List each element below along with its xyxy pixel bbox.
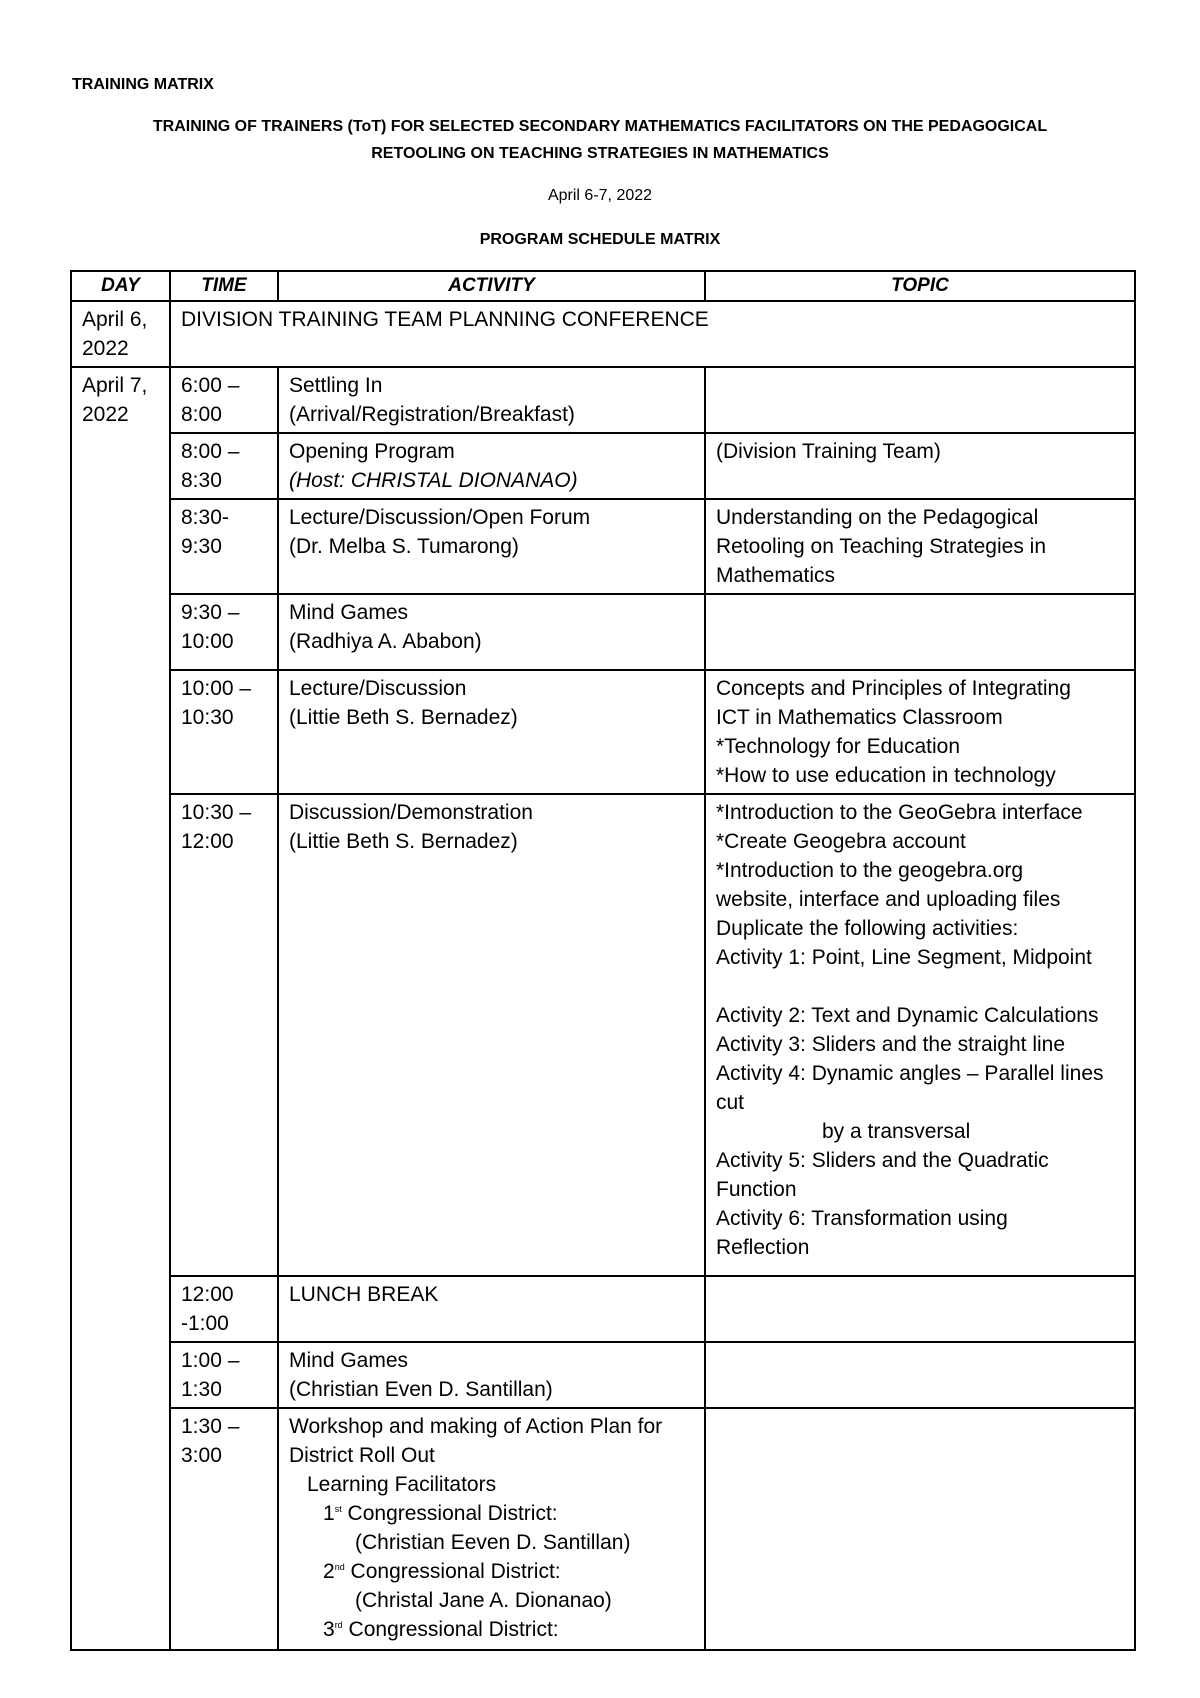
activity-text <box>289 1557 694 1586</box>
topic-text: Activity 3: Sliders and the straight line <box>716 1033 1066 1056</box>
activity-cell <box>278 794 705 1276</box>
district-number: 3 <box>323 1618 335 1641</box>
activity-cell <box>278 433 705 499</box>
table-row <box>71 1342 1135 1408</box>
time-text: 8:30- <box>181 506 229 529</box>
activity-cell <box>278 367 705 433</box>
topic-cell <box>705 1276 1135 1342</box>
schedule-subtitle: PROGRAM SCHEDULE MATRIX <box>479 231 721 248</box>
district-label: Congressional District: <box>347 1502 558 1525</box>
time-cell <box>170 1408 278 1650</box>
topic-cell <box>705 499 1135 594</box>
time-text: 3:00 <box>181 1444 222 1467</box>
activity-text: (Christian Even D. Santillan) <box>289 1378 553 1401</box>
time-text: 10:00 – <box>181 677 252 700</box>
time-text: 10:00 <box>181 630 234 653</box>
table-row <box>71 670 1135 794</box>
topic-text: Function <box>716 1178 797 1201</box>
topic-cell <box>705 433 1135 499</box>
topic-cell <box>705 1342 1135 1408</box>
time-cell <box>170 499 278 594</box>
district-number: 1 <box>323 1502 335 1525</box>
table-row <box>71 433 1135 499</box>
topic-text: Activity 4: Dynamic angles – Parallel lines <box>716 1062 1104 1085</box>
time-cell <box>170 670 278 794</box>
activity-cell <box>278 594 705 670</box>
table-row <box>71 367 1135 433</box>
activity-text: Settling In <box>289 374 383 397</box>
activity-text: Lecture/Discussion <box>289 677 467 700</box>
time-text: 9:30 <box>181 535 222 558</box>
activity-host-text: (Host: CHRISTAL DIONANAO) <box>289 469 578 492</box>
activity-cell <box>278 1342 705 1408</box>
topic-text: *How to use education in technology <box>716 764 1056 787</box>
activity-text: (Dr. Melba S. Tumarong) <box>289 535 519 558</box>
time-text: 8:00 <box>181 403 222 426</box>
program-schedule-table <box>70 270 1136 1651</box>
ordinal-suffix: nd <box>334 1562 345 1572</box>
activity-text: Lecture/Discussion/Open Forum <box>289 506 591 529</box>
topic-cell <box>705 1408 1135 1650</box>
activity-text: (Radhiya A. Ababon) <box>289 630 482 653</box>
topic-text: (Division Training Team) <box>716 440 941 463</box>
activity-text: Workshop and making of Action Plan for <box>289 1415 663 1438</box>
time-cell <box>170 1276 278 1342</box>
topic-cell <box>705 367 1135 433</box>
document-label: TRAINING MATRIX <box>72 76 214 93</box>
topic-text: Duplicate the following activities: <box>716 917 1019 940</box>
district-label: Congressional District: <box>350 1560 561 1583</box>
activity-text: DIVISION TRAINING TEAM PLANNING CONFERENCE <box>181 308 709 331</box>
time-cell <box>170 433 278 499</box>
table-row <box>71 594 1135 670</box>
topic-text: by a transversal <box>822 1120 971 1143</box>
day-text: April 6, <box>82 308 148 331</box>
topic-text: Mathematics <box>716 564 836 587</box>
activity-cell <box>278 1276 705 1342</box>
topic-text: *Create Geogebra account <box>716 830 966 853</box>
activity-text: (Christal Jane A. Dionanao) <box>355 1589 612 1612</box>
activity-text: Discussion/Demonstration <box>289 801 533 824</box>
topic-text: website, interface and uploading files <box>716 888 1061 911</box>
time-cell <box>170 1342 278 1408</box>
topic-text: Activity 5: Sliders and the Quadratic <box>716 1149 1049 1172</box>
activity-text: Mind Games <box>289 601 409 624</box>
activity-cell <box>278 1408 705 1650</box>
activity-text: District Roll Out <box>289 1444 435 1467</box>
day-cell <box>71 301 170 367</box>
topic-text: Retooling on Teaching Strategies in <box>716 535 1047 558</box>
training-date: April 6-7, 2022 <box>547 187 653 204</box>
time-text: -1:00 <box>181 1312 229 1335</box>
time-cell <box>170 367 278 433</box>
time-text: 12:00 <box>181 830 234 853</box>
day-text: April 7, <box>82 374 148 397</box>
topic-cell <box>705 594 1135 670</box>
topic-cell <box>705 670 1135 794</box>
time-cell <box>170 794 278 1276</box>
time-text: 1:30 – <box>181 1415 240 1438</box>
title-line-1: TRAINING OF TRAINERS (ToT) FOR SELECTED SECONDARY MATHEMATICS FACILITATORS ON THE PEDAGOGICAL <box>152 118 1048 135</box>
activity-cell <box>278 499 705 594</box>
ordinal-suffix: rd <box>334 1620 343 1630</box>
time-text: 10:30 – <box>181 801 252 824</box>
column-header-topic: TOPIC <box>705 271 1135 301</box>
table-row <box>71 794 1135 1276</box>
activity-cell <box>170 301 1135 367</box>
ordinal-suffix: st <box>334 1504 342 1514</box>
time-text: 1:00 – <box>181 1349 240 1372</box>
topic-cell <box>705 794 1135 1276</box>
activity-text: Opening Program <box>289 440 455 463</box>
topic-text: *Introduction to the geogebra.org <box>716 859 1024 882</box>
topic-text: Reflection <box>716 1236 810 1259</box>
column-header-time: TIME <box>170 271 278 301</box>
day-text: 2022 <box>82 403 129 426</box>
activity-text: Mind Games <box>289 1349 409 1372</box>
activity-cell <box>278 670 705 794</box>
table-row <box>71 499 1135 594</box>
activity-text: (Arrival/Registration/Breakfast) <box>289 403 575 426</box>
activity-text: Learning Facilitators <box>307 1473 497 1496</box>
topic-text: *Technology for Education <box>716 735 960 758</box>
topic-text: Concepts and Principles of Integrating <box>716 677 1071 700</box>
topic-text: Activity 6: Transformation using <box>716 1207 1008 1230</box>
activity-text <box>289 1615 694 1644</box>
table-row <box>71 1276 1135 1342</box>
time-text: 8:30 <box>181 469 222 492</box>
time-text: 10:30 <box>181 706 234 729</box>
table-row <box>71 1408 1135 1650</box>
activity-text: LUNCH BREAK <box>289 1283 439 1306</box>
column-header-activity: ACTIVITY <box>278 271 705 301</box>
activity-text: (Littie Beth S. Bernadez) <box>289 830 518 853</box>
topic-text: cut <box>716 1091 745 1114</box>
activity-text: (Littie Beth S. Bernadez) <box>289 706 518 729</box>
district-label: Congressional District: <box>348 1618 559 1641</box>
time-text: 12:00 <box>181 1283 234 1306</box>
time-text: 6:00 – <box>181 374 240 397</box>
topic-text: Activity 2: Text and Dynamic Calculations <box>716 1004 1099 1027</box>
column-header-day: DAY <box>71 271 170 301</box>
topic-text: Activity 1: Point, Line Segment, Midpoint <box>716 946 1092 969</box>
topic-text: ICT in Mathematics Classroom <box>716 706 1003 729</box>
table-header-row <box>71 271 1135 301</box>
time-text: 8:00 – <box>181 440 240 463</box>
time-text: 9:30 – <box>181 601 240 624</box>
day-text: 2022 <box>82 337 129 360</box>
topic-text: Understanding on the Pedagogical <box>716 506 1039 529</box>
time-cell <box>170 594 278 670</box>
activity-text: (Christian Eeven D. Santillan) <box>355 1531 631 1554</box>
title-line-2: RETOOLING ON TEACHING STRATEGIES IN MATHEMATICS <box>371 145 829 162</box>
topic-text: *Introduction to the GeoGebra interface <box>716 801 1083 824</box>
day-cell <box>71 367 170 1650</box>
activity-text <box>289 1499 694 1528</box>
topic-blank-line <box>716 972 1124 1001</box>
table-row <box>71 301 1135 367</box>
time-text: 1:30 <box>181 1378 222 1401</box>
district-number: 2 <box>323 1560 335 1583</box>
